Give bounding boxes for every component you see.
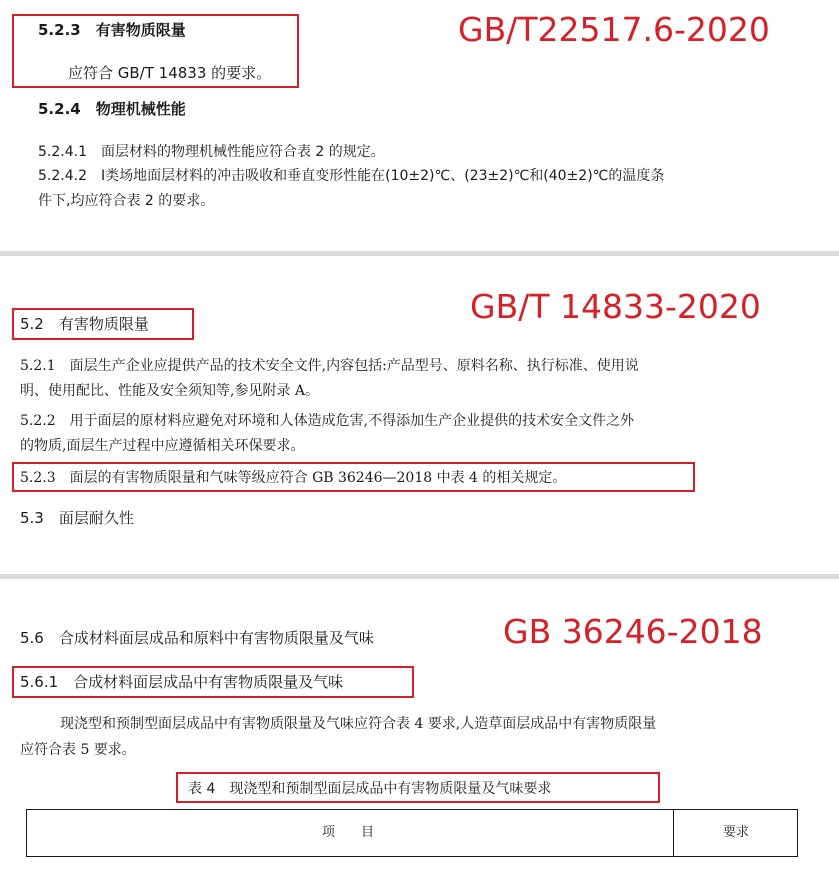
section-divider-2 <box>0 574 839 579</box>
highlight-box-5-2-3 <box>12 14 299 88</box>
table-header-requirement: 要求 <box>723 825 750 840</box>
highlight-box-5-2 <box>12 308 194 340</box>
section-5-6-1-title: 5.6.1 合成材料面层成品中有害物质限量及气味 <box>20 673 344 691</box>
standard-stamp-gb-36246: GB 36246-2018 <box>503 612 763 651</box>
section-5-6-1-body-line2: 应符合表 5 要求。 <box>20 742 136 758</box>
section-divider-1 <box>0 251 839 256</box>
section-5-2-4-title: 5.2.4 物理机械性能 <box>38 100 186 118</box>
section-5-2-4-1: 5.2.4.1 面层材料的物理机械性能应符合表 2 的规定。 <box>38 144 385 160</box>
standard-stamp-gb-t-22517: GB/T22517.6-2020 <box>458 10 770 49</box>
section-5-6-1-body-line1: 现浇型和预制型面层成品中有害物质限量及气味应符合表 4 要求,人造草面层成品中有害物质限量 <box>60 716 657 732</box>
table-4-caption: 表 4 现浇型和预制型面层成品中有害物质限量及气味要求 <box>188 781 552 797</box>
section-5-6-title: 5.6 合成材料面层成品和原料中有害物质限量及气味 <box>20 629 374 647</box>
section-5-2-2-line1: 5.2.2 用于面层的原材料应避免对环境和人体造成危害,不得添加生产企业提供的技术安全文件之外 <box>20 413 635 429</box>
section-5-2-3-limits: 5.2.3 面层的有害物质限量和气味等级应符合 GB 36246—2018 中表 4 的相关规定。 <box>20 470 567 486</box>
section-5-3-title: 5.3 面层耐久性 <box>20 509 134 527</box>
section-5-2-3-title: 5.2.3 有害物质限量 <box>38 21 186 39</box>
table-header-item: 项 目 <box>322 825 375 840</box>
section-5-2-3-body: 应符合 GB/T 14833 的要求。 <box>68 64 272 82</box>
highlight-box-5-2-3-limits <box>12 462 695 492</box>
section-5-2-1-line1: 5.2.1 面层生产企业应提供产品的技术安全文件,内容包括:产品型号、原料名称、执行标准、使用说 <box>20 358 639 374</box>
table-4 <box>26 809 798 857</box>
section-5-2-1-line2: 明、使用配比、性能及安全须知等,参见附录 A。 <box>20 383 320 399</box>
section-5-2-title: 5.2 有害物质限量 <box>20 315 149 333</box>
highlight-box-table-4 <box>176 772 660 803</box>
table-column-separator <box>673 810 674 856</box>
section-5-2-2-line2: 的物质,面层生产过程中应遵循相关环保要求。 <box>20 438 305 454</box>
section-5-2-4-2-line2: 件下,均应符合表 2 的要求。 <box>38 193 215 209</box>
section-5-2-4-2-line1: 5.2.4.2 Ⅰ类场地面层材料的冲击吸收和垂直变形性能在(10±2)℃、(23±2)℃和(40±2)℃的温度条 <box>38 168 665 184</box>
highlight-box-5-6-1 <box>12 666 414 698</box>
standard-stamp-gb-t-14833: GB/T 14833-2020 <box>470 287 761 326</box>
